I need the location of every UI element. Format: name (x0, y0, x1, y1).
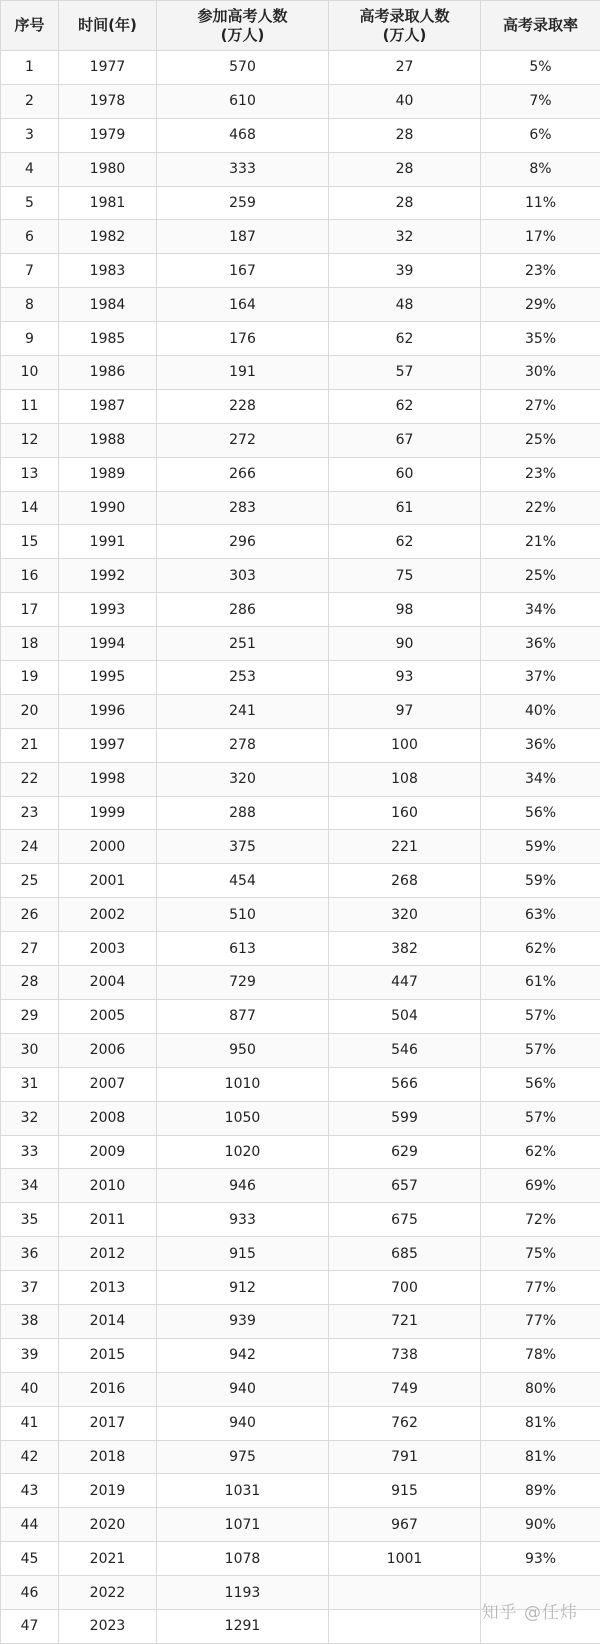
cell-rate: 56% (481, 796, 600, 830)
cell-year: 1983 (59, 254, 157, 288)
cell-year: 1991 (59, 525, 157, 559)
cell-index: 3 (1, 118, 59, 152)
table-row (1, 898, 600, 932)
cell-admitted: 62 (329, 322, 481, 356)
cell-admitted: 28 (329, 186, 481, 220)
table-row (1, 152, 600, 186)
cell-examinees: 375 (157, 830, 329, 864)
cell-examinees: 266 (157, 457, 329, 491)
cell-admitted: 749 (329, 1372, 481, 1406)
cell-admitted: 629 (329, 1135, 481, 1169)
cell-admitted: 1001 (329, 1542, 481, 1576)
cell-examinees: 333 (157, 152, 329, 186)
table-row (1, 1406, 600, 1440)
table-row (1, 830, 600, 864)
table-row (1, 1372, 600, 1406)
cell-examinees: 975 (157, 1440, 329, 1474)
table-row (1, 1135, 600, 1169)
cell-index: 38 (1, 1304, 59, 1338)
cell-year: 2018 (59, 1440, 157, 1474)
cell-admitted: 791 (329, 1440, 481, 1474)
cell-index: 47 (1, 1609, 59, 1643)
cell-examinees: 164 (157, 288, 329, 322)
cell-rate: 37% (481, 661, 600, 695)
cell-rate: 75% (481, 1237, 600, 1271)
cell-admitted: 382 (329, 932, 481, 966)
cell-examinees: 286 (157, 593, 329, 627)
cell-examinees: 191 (157, 356, 329, 390)
cell-examinees: 176 (157, 322, 329, 356)
cell-admitted: 967 (329, 1508, 481, 1542)
table-row (1, 491, 600, 525)
header-year (59, 1, 157, 51)
table-row (1, 728, 600, 762)
header-label: 高考录取率 (481, 16, 600, 35)
cell-year: 2010 (59, 1169, 157, 1203)
cell-index: 27 (1, 932, 59, 966)
table-row (1, 796, 600, 830)
table-row (1, 999, 600, 1033)
cell-index: 37 (1, 1271, 59, 1305)
cell-index: 43 (1, 1474, 59, 1508)
table-row (1, 1338, 600, 1372)
cell-index: 25 (1, 864, 59, 898)
table-row (1, 1033, 600, 1067)
cell-rate: 59% (481, 830, 600, 864)
cell-examinees: 942 (157, 1338, 329, 1372)
header-label: 参加高考人数 (157, 7, 328, 26)
cell-index: 10 (1, 356, 59, 390)
cell-year: 2011 (59, 1203, 157, 1237)
table-row (1, 322, 600, 356)
cell-examinees: 915 (157, 1237, 329, 1271)
cell-admitted: 320 (329, 898, 481, 932)
cell-index: 31 (1, 1067, 59, 1101)
cell-examinees: 320 (157, 762, 329, 796)
cell-year: 2012 (59, 1237, 157, 1271)
cell-year: 1984 (59, 288, 157, 322)
cell-year: 2013 (59, 1271, 157, 1305)
cell-rate: 22% (481, 491, 600, 525)
cell-examinees: 454 (157, 864, 329, 898)
header-label: (万人) (157, 26, 328, 45)
cell-year: 2023 (59, 1609, 157, 1643)
cell-index: 14 (1, 491, 59, 525)
table-row (1, 1508, 600, 1542)
cell-admitted: 28 (329, 118, 481, 152)
table-row (1, 84, 600, 118)
cell-index: 22 (1, 762, 59, 796)
cell-admitted: 566 (329, 1067, 481, 1101)
cell-rate: 21% (481, 525, 600, 559)
table-row (1, 1474, 600, 1508)
cell-admitted: 221 (329, 830, 481, 864)
table-row (1, 694, 600, 728)
cell-index: 33 (1, 1135, 59, 1169)
cell-index: 46 (1, 1576, 59, 1610)
cell-year: 2003 (59, 932, 157, 966)
cell-admitted: 657 (329, 1169, 481, 1203)
cell-year: 2009 (59, 1135, 157, 1169)
cell-examinees: 468 (157, 118, 329, 152)
cell-rate: 8% (481, 152, 600, 186)
cell-year: 1989 (59, 457, 157, 491)
cell-admitted: 97 (329, 694, 481, 728)
cell-rate: 30% (481, 356, 600, 390)
header-label: 高考录取人数 (329, 7, 480, 26)
cell-index: 34 (1, 1169, 59, 1203)
cell-year: 1992 (59, 559, 157, 593)
cell-year: 1993 (59, 593, 157, 627)
cell-index: 15 (1, 525, 59, 559)
table-row (1, 762, 600, 796)
cell-admitted: 60 (329, 457, 481, 491)
cell-index: 41 (1, 1406, 59, 1440)
cell-year: 2019 (59, 1474, 157, 1508)
cell-rate: 57% (481, 999, 600, 1033)
table-header (1, 1, 600, 51)
cell-rate: 27% (481, 389, 600, 423)
cell-year: 1990 (59, 491, 157, 525)
cell-year: 1981 (59, 186, 157, 220)
cell-year: 1982 (59, 220, 157, 254)
table-row (1, 220, 600, 254)
cell-year: 1995 (59, 661, 157, 695)
cell-rate: 34% (481, 762, 600, 796)
cell-index: 13 (1, 457, 59, 491)
cell-rate: 40% (481, 694, 600, 728)
cell-admitted: 67 (329, 423, 481, 457)
table-row (1, 1101, 600, 1135)
cell-index: 1 (1, 51, 59, 85)
cell-year: 1994 (59, 627, 157, 661)
cell-examinees: 251 (157, 627, 329, 661)
cell-rate: 69% (481, 1169, 600, 1203)
header-label: 序号 (1, 16, 58, 35)
cell-year: 2014 (59, 1304, 157, 1338)
cell-admitted: 546 (329, 1033, 481, 1067)
cell-index: 40 (1, 1372, 59, 1406)
table-row (1, 593, 600, 627)
cell-examinees: 1010 (157, 1067, 329, 1101)
cell-rate: 36% (481, 627, 600, 661)
table-row (1, 51, 600, 85)
cell-examinees: 946 (157, 1169, 329, 1203)
cell-index: 5 (1, 186, 59, 220)
table-row (1, 1440, 600, 1474)
cell-index: 39 (1, 1338, 59, 1372)
cell-admitted: 61 (329, 491, 481, 525)
cell-year: 1979 (59, 118, 157, 152)
table-row (1, 186, 600, 220)
cell-admitted: 738 (329, 1338, 481, 1372)
cell-rate: 77% (481, 1271, 600, 1305)
cell-rate: 29% (481, 288, 600, 322)
table-row (1, 864, 600, 898)
cell-index: 23 (1, 796, 59, 830)
table-row (1, 118, 600, 152)
table-row (1, 525, 600, 559)
cell-examinees: 570 (157, 51, 329, 85)
cell-year: 1980 (59, 152, 157, 186)
table-row (1, 288, 600, 322)
table-row (1, 389, 600, 423)
cell-index: 16 (1, 559, 59, 593)
table-row (1, 457, 600, 491)
table-row (1, 661, 600, 695)
cell-admitted: 28 (329, 152, 481, 186)
cell-examinees: 288 (157, 796, 329, 830)
cell-examinees: 877 (157, 999, 329, 1033)
cell-admitted: 27 (329, 51, 481, 85)
cell-admitted: 762 (329, 1406, 481, 1440)
cell-examinees: 1193 (157, 1576, 329, 1610)
cell-year: 1978 (59, 84, 157, 118)
cell-admitted: 98 (329, 593, 481, 627)
cell-index: 9 (1, 322, 59, 356)
table-row (1, 1542, 600, 1576)
cell-examinees: 167 (157, 254, 329, 288)
cell-year: 2000 (59, 830, 157, 864)
cell-index: 2 (1, 84, 59, 118)
cell-index: 26 (1, 898, 59, 932)
cell-admitted (329, 1609, 481, 1643)
cell-admitted: 160 (329, 796, 481, 830)
table-row (1, 1203, 600, 1237)
table-row (1, 627, 600, 661)
cell-year: 2020 (59, 1508, 157, 1542)
cell-year: 2005 (59, 999, 157, 1033)
cell-rate: 72% (481, 1203, 600, 1237)
cell-examinees: 940 (157, 1372, 329, 1406)
cell-rate: 23% (481, 254, 600, 288)
cell-rate: 77% (481, 1304, 600, 1338)
cell-examinees: 613 (157, 932, 329, 966)
cell-index: 30 (1, 1033, 59, 1067)
cell-admitted: 915 (329, 1474, 481, 1508)
cell-index: 19 (1, 661, 59, 695)
cell-rate: 62% (481, 932, 600, 966)
cell-examinees: 912 (157, 1271, 329, 1305)
cell-admitted: 700 (329, 1271, 481, 1305)
cell-admitted: 62 (329, 389, 481, 423)
cell-examinees: 259 (157, 186, 329, 220)
cell-rate: 80% (481, 1372, 600, 1406)
cell-year: 1997 (59, 728, 157, 762)
table-row (1, 356, 600, 390)
cell-examinees: 1020 (157, 1135, 329, 1169)
cell-rate: 35% (481, 322, 600, 356)
table-row (1, 559, 600, 593)
cell-index: 29 (1, 999, 59, 1033)
cell-index: 32 (1, 1101, 59, 1135)
header-examinees (157, 1, 329, 51)
cell-index: 12 (1, 423, 59, 457)
cell-examinees: 303 (157, 559, 329, 593)
cell-examinees: 187 (157, 220, 329, 254)
cell-year: 2022 (59, 1576, 157, 1610)
cell-index: 18 (1, 627, 59, 661)
cell-rate: 5% (481, 51, 600, 85)
cell-examinees: 228 (157, 389, 329, 423)
cell-index: 42 (1, 1440, 59, 1474)
cell-rate: 7% (481, 84, 600, 118)
cell-rate: 56% (481, 1067, 600, 1101)
cell-examinees: 283 (157, 491, 329, 525)
cell-examinees: 1031 (157, 1474, 329, 1508)
cell-admitted: 40 (329, 84, 481, 118)
cell-rate: 59% (481, 864, 600, 898)
cell-index: 4 (1, 152, 59, 186)
cell-admitted: 93 (329, 661, 481, 695)
cell-examinees: 510 (157, 898, 329, 932)
table-row (1, 1237, 600, 1271)
table-row (1, 966, 600, 1000)
cell-year: 1986 (59, 356, 157, 390)
cell-index: 28 (1, 966, 59, 1000)
cell-admitted: 108 (329, 762, 481, 796)
cell-index: 36 (1, 1237, 59, 1271)
cell-index: 11 (1, 389, 59, 423)
cell-admitted: 599 (329, 1101, 481, 1135)
cell-admitted: 75 (329, 559, 481, 593)
cell-year: 2016 (59, 1372, 157, 1406)
cell-rate: 57% (481, 1101, 600, 1135)
cell-admitted: 685 (329, 1237, 481, 1271)
cell-admitted: 90 (329, 627, 481, 661)
cell-index: 35 (1, 1203, 59, 1237)
cell-year: 1977 (59, 51, 157, 85)
cell-examinees: 296 (157, 525, 329, 559)
cell-rate: 81% (481, 1406, 600, 1440)
cell-rate: 81% (481, 1440, 600, 1474)
cell-rate: 93% (481, 1542, 600, 1576)
table-row (1, 1169, 600, 1203)
table-row (1, 1067, 600, 1101)
cell-admitted: 62 (329, 525, 481, 559)
cell-year: 2006 (59, 1033, 157, 1067)
cell-year: 2021 (59, 1542, 157, 1576)
cell-rate: 25% (481, 423, 600, 457)
cell-examinees: 272 (157, 423, 329, 457)
cell-examinees: 939 (157, 1304, 329, 1338)
table-row (1, 254, 600, 288)
cell-rate: 36% (481, 728, 600, 762)
cell-rate: 78% (481, 1338, 600, 1372)
cell-examinees: 950 (157, 1033, 329, 1067)
header-label: (万人) (329, 26, 480, 45)
cell-rate: 90% (481, 1508, 600, 1542)
cell-admitted: 48 (329, 288, 481, 322)
header-rate (481, 1, 600, 51)
cell-rate: 57% (481, 1033, 600, 1067)
cell-admitted: 32 (329, 220, 481, 254)
cell-index: 20 (1, 694, 59, 728)
cell-rate: 89% (481, 1474, 600, 1508)
cell-rate: 25% (481, 559, 600, 593)
cell-rate: 62% (481, 1135, 600, 1169)
cell-index: 21 (1, 728, 59, 762)
cell-index: 44 (1, 1508, 59, 1542)
cell-examinees: 1071 (157, 1508, 329, 1542)
cell-index: 45 (1, 1542, 59, 1576)
table-row (1, 1271, 600, 1305)
cell-admitted: 100 (329, 728, 481, 762)
cell-examinees: 253 (157, 661, 329, 695)
table-row (1, 423, 600, 457)
cell-examinees: 1078 (157, 1542, 329, 1576)
cell-index: 8 (1, 288, 59, 322)
cell-admitted: 675 (329, 1203, 481, 1237)
cell-examinees: 1050 (157, 1101, 329, 1135)
cell-examinees: 933 (157, 1203, 329, 1237)
cell-year: 1996 (59, 694, 157, 728)
cell-examinees: 940 (157, 1406, 329, 1440)
cell-rate: 34% (481, 593, 600, 627)
cell-year: 2015 (59, 1338, 157, 1372)
cell-index: 7 (1, 254, 59, 288)
cell-admitted: 721 (329, 1304, 481, 1338)
cell-year: 2017 (59, 1406, 157, 1440)
cell-examinees: 1291 (157, 1609, 329, 1643)
cell-year: 1998 (59, 762, 157, 796)
cell-index: 24 (1, 830, 59, 864)
header-row (1, 1, 600, 51)
cell-admitted: 504 (329, 999, 481, 1033)
cell-year: 2004 (59, 966, 157, 1000)
header-label: 时间(年) (59, 16, 156, 35)
header-index (1, 1, 59, 51)
cell-year: 2002 (59, 898, 157, 932)
cell-year: 2008 (59, 1101, 157, 1135)
cell-admitted: 268 (329, 864, 481, 898)
cell-rate: 17% (481, 220, 600, 254)
cell-rate: 63% (481, 898, 600, 932)
cell-rate: 6% (481, 118, 600, 152)
cell-rate: 11% (481, 186, 600, 220)
table-row (1, 932, 600, 966)
watermark-text: 知乎 @任炜 (482, 1598, 578, 1623)
cell-year: 1999 (59, 796, 157, 830)
cell-admitted: 57 (329, 356, 481, 390)
cell-index: 6 (1, 220, 59, 254)
cell-examinees: 241 (157, 694, 329, 728)
cell-examinees: 278 (157, 728, 329, 762)
cell-year: 1985 (59, 322, 157, 356)
table-body (1, 51, 600, 1644)
cell-admitted: 447 (329, 966, 481, 1000)
cell-year: 2001 (59, 864, 157, 898)
cell-year: 2007 (59, 1067, 157, 1101)
cell-rate: 23% (481, 457, 600, 491)
cell-admitted (329, 1576, 481, 1610)
cell-examinees: 610 (157, 84, 329, 118)
cell-year: 1987 (59, 389, 157, 423)
table-row (1, 1304, 600, 1338)
cell-year: 1988 (59, 423, 157, 457)
cell-examinees: 729 (157, 966, 329, 1000)
cell-index: 17 (1, 593, 59, 627)
cell-admitted: 39 (329, 254, 481, 288)
cell-rate: 61% (481, 966, 600, 1000)
header-admitted (329, 1, 481, 51)
